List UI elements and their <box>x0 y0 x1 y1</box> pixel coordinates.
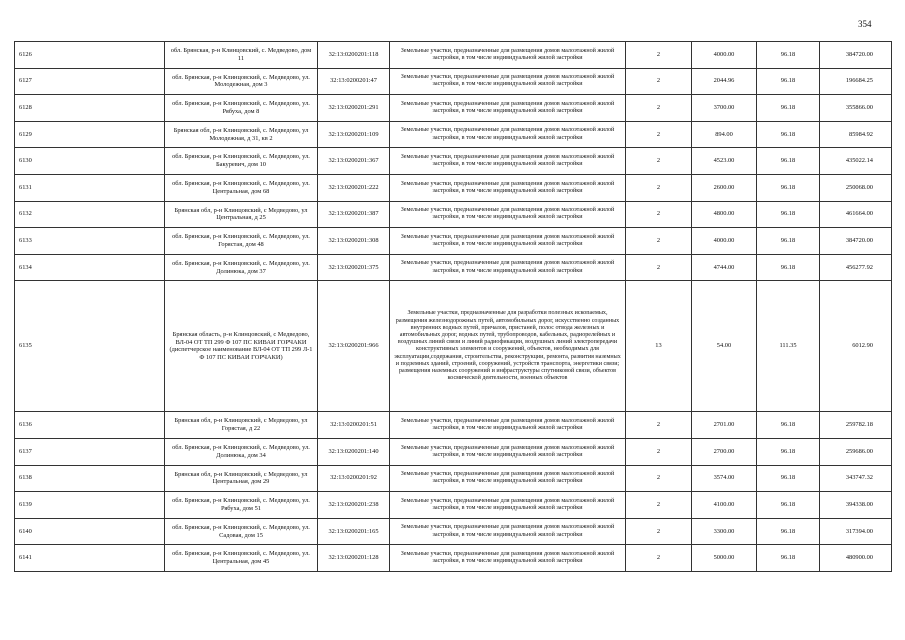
group-number-cell: 2 <box>626 121 692 148</box>
cadastral-value-cell: 384720.00 <box>820 228 892 255</box>
area-cell: 4000.00 <box>692 228 757 255</box>
table-row <box>15 281 892 412</box>
cadastral-value-cell: 317394.00 <box>820 518 892 545</box>
cadastral-value-cell: 461664.00 <box>820 201 892 228</box>
table-row <box>15 201 892 228</box>
area-cell: 4523.00 <box>692 148 757 175</box>
area-cell: 4800.00 <box>692 201 757 228</box>
land-use-purpose-cell: Земельные участки, предназначенные для размещения домов малоэтажной жилой застройки, в том числе индивидуальной жилой застройки <box>390 148 626 175</box>
area-cell: 3574.00 <box>692 465 757 492</box>
group-number-cell: 2 <box>626 545 692 572</box>
table-row <box>15 545 892 572</box>
table-row <box>15 42 892 69</box>
land-use-purpose-cell: Земельные участки, предназначенные для размещения домов малоэтажной жилой застройки, в том числе индивидуальной жилой застройки <box>390 412 626 439</box>
table-row <box>15 518 892 545</box>
cadastral-value-cell: 250068.00 <box>820 174 892 201</box>
specific-value-cell: 96.18 <box>757 228 820 255</box>
land-use-purpose-cell: Земельные участки, предназначенные для размещения домов малоэтажной жилой застройки, в том числе индивидуальной жилой застройки <box>390 201 626 228</box>
cadastral-value-table <box>14 41 892 572</box>
area-cell: 2600.00 <box>692 174 757 201</box>
cadastral-number-cell: 32:13:0200201:109 <box>318 121 390 148</box>
row-number-cell: 6134 <box>15 254 165 281</box>
cadastral-value-cell: 456277.92 <box>820 254 892 281</box>
land-use-purpose-cell: Земельные участки, предназначенные для размещения домов малоэтажной жилой застройки, в том числе индивидуальной жилой застройки <box>390 438 626 465</box>
address-cell: обл. Брянская, р-н Клинцовский, с. Медведово, ул. Молодежная, дом 3 <box>165 68 318 95</box>
group-number-cell: 2 <box>626 42 692 69</box>
land-use-purpose-cell: Земельные участки, предназначенные для размещения домов малоэтажной жилой застройки, в том числе индивидуальной жилой застройки <box>390 121 626 148</box>
address-cell: обл. Брянская, р-н Клинцовский, с. Медведово, ул. Центральная, дом 68 <box>165 174 318 201</box>
group-number-cell: 2 <box>626 174 692 201</box>
cadastral-number-cell: 32:13:0200201:387 <box>318 201 390 228</box>
area-cell: 2700.00 <box>692 438 757 465</box>
area-cell: 2701.00 <box>692 412 757 439</box>
area-cell: 3300.00 <box>692 518 757 545</box>
group-number-cell: 2 <box>626 438 692 465</box>
land-use-purpose-cell: Земельные участки, предназначенные для разработки полезных ископаемых, размещения железнодорожных путей, автомобильных дорог, искусственно созданных внутренних водных путей, причалов, пристаней, полос отвода железных и автомобильных дорог, водных путей, трубопроводов, кабельных, радиорелейных и воздушных линий связи и линий радиофикации, воздушных линий электропередачи конструктивных элементов и сооружений, объектов, необходимых для эксплуатации,содержания, строительства, реконструкции, ремонта, развития наземных и подземных зданий, строений, сооружений, устройств транспорта, энергетики связи; размещения наземных сооружений и инфраструктуры спутниковой связи, объектов космической деятельности, военных объектов <box>390 281 626 412</box>
cadastral-number-cell: 32:13:0200201:238 <box>318 492 390 519</box>
area-cell: 5000.00 <box>692 545 757 572</box>
cadastral-value-cell: 355866.00 <box>820 95 892 122</box>
table-row <box>15 492 892 519</box>
row-number-cell: 6136 <box>15 412 165 439</box>
specific-value-cell: 96.18 <box>757 174 820 201</box>
table-row <box>15 465 892 492</box>
cadastral-number-cell: 32:13:0200201:140 <box>318 438 390 465</box>
row-number-cell: 6139 <box>15 492 165 519</box>
row-number-cell: 6140 <box>15 518 165 545</box>
specific-value-cell: 96.18 <box>757 254 820 281</box>
group-number-cell: 2 <box>626 228 692 255</box>
cadastral-value-cell: 259686.00 <box>820 438 892 465</box>
specific-value-cell: 96.18 <box>757 121 820 148</box>
table-row <box>15 68 892 95</box>
group-number-cell: 13 <box>626 281 692 412</box>
cadastral-value-cell: 343747.32 <box>820 465 892 492</box>
cadastral-value-cell: 6012.90 <box>820 281 892 412</box>
cadastral-number-cell: 32:13:0200201:222 <box>318 174 390 201</box>
table-row <box>15 121 892 148</box>
address-cell: обл. Брянская, р-н Клинцовский, с. Медведово, ул. Рябуха, дом 51 <box>165 492 318 519</box>
specific-value-cell: 96.18 <box>757 148 820 175</box>
cadastral-value-cell: 435022.14 <box>820 148 892 175</box>
page-number: 354 <box>858 19 872 29</box>
row-number-cell: 6137 <box>15 438 165 465</box>
specific-value-cell: 111.35 <box>757 281 820 412</box>
land-use-purpose-cell: Земельные участки, предназначенные для размещения домов малоэтажной жилой застройки, в том числе индивидуальной жилой застройки <box>390 545 626 572</box>
table-row <box>15 148 892 175</box>
table-row <box>15 412 892 439</box>
area-cell: 894.00 <box>692 121 757 148</box>
row-number-cell: 6132 <box>15 201 165 228</box>
area-cell: 4100.00 <box>692 492 757 519</box>
cadastral-value-cell: 480900.00 <box>820 545 892 572</box>
table-row <box>15 438 892 465</box>
address-cell: обл. Брянская, р-н Клинцовский, с. Медведово, ул. Садовая, дом 15 <box>165 518 318 545</box>
area-cell: 2044.96 <box>692 68 757 95</box>
group-number-cell: 2 <box>626 412 692 439</box>
group-number-cell: 2 <box>626 68 692 95</box>
specific-value-cell: 96.18 <box>757 201 820 228</box>
specific-value-cell: 96.18 <box>757 42 820 69</box>
cadastral-number-cell: 32:13:0200201:966 <box>318 281 390 412</box>
cadastral-number-cell: 32:13:0200201:128 <box>318 545 390 572</box>
cadastral-number-cell: 32:13:0200201:92 <box>318 465 390 492</box>
table-row <box>15 95 892 122</box>
cadastral-number-cell: 32:13:0200201:165 <box>318 518 390 545</box>
specific-value-cell: 96.18 <box>757 95 820 122</box>
land-use-purpose-cell: Земельные участки, предназначенные для размещения домов малоэтажной жилой застройки, в том числе индивидуальной жилой застройки <box>390 68 626 95</box>
address-cell: Брянская обл, р-н Клинцовский, с. Медведово, ул Молодежная, д 31, кв 2 <box>165 121 318 148</box>
land-use-purpose-cell: Земельные участки, предназначенные для размещения домов малоэтажной жилой застройки, в том числе индивидуальной жилой застройки <box>390 492 626 519</box>
cadastral-value-cell: 85984.92 <box>820 121 892 148</box>
area-cell: 54.00 <box>692 281 757 412</box>
cadastral-number-cell: 32:13:0200201:367 <box>318 148 390 175</box>
table-row <box>15 174 892 201</box>
area-cell: 4000.00 <box>692 42 757 69</box>
group-number-cell: 2 <box>626 95 692 122</box>
area-cell: 3700.00 <box>692 95 757 122</box>
row-number-cell: 6131 <box>15 174 165 201</box>
group-number-cell: 2 <box>626 492 692 519</box>
address-cell: обл. Брянская, р-н Клинцовский, с. Медведово, ул. Горястая, дом 48 <box>165 228 318 255</box>
address-cell: Брянская область, р-н Клинцовский, с Медведово, ВЛ-04 ОТ ТП 299 Ф 107 ПС КИВАИ ГОРЧАКИ (диспетчерское наименование ВЛ-04 ОТ ТП 299 Л-1 Ф 107 ПС КИВАИ ГОРЧАКИ) <box>165 281 318 412</box>
area-cell: 4744.00 <box>692 254 757 281</box>
row-number-cell: 6126 <box>15 42 165 69</box>
cadastral-number-cell: 32:13:0200201:308 <box>318 228 390 255</box>
group-number-cell: 2 <box>626 518 692 545</box>
cadastral-number-cell: 32:13:0200201:118 <box>318 42 390 69</box>
cadastral-value-cell: 394338.00 <box>820 492 892 519</box>
group-number-cell: 2 <box>626 148 692 175</box>
cadastral-value-cell: 384720.00 <box>820 42 892 69</box>
land-use-purpose-cell: Земельные участки, предназначенные для размещения домов малоэтажной жилой застройки, в том числе индивидуальной жилой застройки <box>390 174 626 201</box>
specific-value-cell: 96.18 <box>757 545 820 572</box>
row-number-cell: 6141 <box>15 545 165 572</box>
specific-value-cell: 96.18 <box>757 465 820 492</box>
specific-value-cell: 96.18 <box>757 68 820 95</box>
row-number-cell: 6133 <box>15 228 165 255</box>
cadastral-number-cell: 32:13:0200201:375 <box>318 254 390 281</box>
land-use-purpose-cell: Земельные участки, предназначенные для размещения домов малоэтажной жилой застройки, в том числе индивидуальной жилой застройки <box>390 95 626 122</box>
address-cell: обл. Брянская, р-н Клинцовский, с. Медведово, ул. Центральная, дом 45 <box>165 545 318 572</box>
land-use-purpose-cell: Земельные участки, предназначенные для размещения домов малоэтажной жилой застройки, в том числе индивидуальной жилой застройки <box>390 228 626 255</box>
row-number-cell: 6130 <box>15 148 165 175</box>
specific-value-cell: 96.18 <box>757 518 820 545</box>
land-use-purpose-cell: Земельные участки, предназначенные для размещения домов малоэтажной жилой застройки, в том числе индивидуальной жилой застройки <box>390 518 626 545</box>
land-use-purpose-cell: Земельные участки, предназначенные для размещения домов малоэтажной жилой застройки, в том числе индивидуальной жилой застройки <box>390 42 626 69</box>
address-cell: обл. Брянская, р-н Клинцовский, с. Медведово, ул. Долинюка, дом 34 <box>165 438 318 465</box>
address-cell: Брянская обл, р-н Клинцовский, с Медведово, ул Центральная, д 25 <box>165 201 318 228</box>
row-number-cell: 6138 <box>15 465 165 492</box>
cadastral-number-cell: 32:13:0200201:291 <box>318 95 390 122</box>
row-number-cell: 6135 <box>15 281 165 412</box>
specific-value-cell: 96.18 <box>757 438 820 465</box>
address-cell: обл. Брянская, р-н Клинцовский, с. Медведово, дом 11 <box>165 42 318 69</box>
row-number-cell: 6129 <box>15 121 165 148</box>
table-row <box>15 254 892 281</box>
group-number-cell: 2 <box>626 201 692 228</box>
cadastral-value-cell: 196684.25 <box>820 68 892 95</box>
address-cell: Брянская обл, р-н Клинцовский, с Медведово, ул Горястая, д 22 <box>165 412 318 439</box>
specific-value-cell: 96.18 <box>757 492 820 519</box>
specific-value-cell: 96.18 <box>757 412 820 439</box>
row-number-cell: 6128 <box>15 95 165 122</box>
land-use-purpose-cell: Земельные участки, предназначенные для размещения домов малоэтажной жилой застройки, в том числе индивидуальной жилой застройки <box>390 254 626 281</box>
address-cell: Брянская обл, р-н Клинцовский, с Медведово, ул Центральная, дом 29 <box>165 465 318 492</box>
row-number-cell: 6127 <box>15 68 165 95</box>
address-cell: обл. Брянская, р-н Клинцовский, с. Медведово, ул. Бакуревич, дом 10 <box>165 148 318 175</box>
table-row <box>15 228 892 255</box>
cadastral-value-cell: 259782.18 <box>820 412 892 439</box>
group-number-cell: 2 <box>626 254 692 281</box>
cadastral-number-cell: 32:13:0200201:51 <box>318 412 390 439</box>
table-body <box>15 42 892 572</box>
address-cell: обл. Брянская, р-н Клинцовский, с. Медведово, ул. Долинюка, дом 37 <box>165 254 318 281</box>
address-cell: обл. Брянская, р-н Клинцовский, с. Медведово, ул. Рябуха, дом 8 <box>165 95 318 122</box>
land-use-purpose-cell: Земельные участки, предназначенные для размещения домов малоэтажной жилой застройки, в том числе индивидуальной жилой застройки <box>390 465 626 492</box>
group-number-cell: 2 <box>626 465 692 492</box>
cadastral-number-cell: 32:13:0200201:47 <box>318 68 390 95</box>
